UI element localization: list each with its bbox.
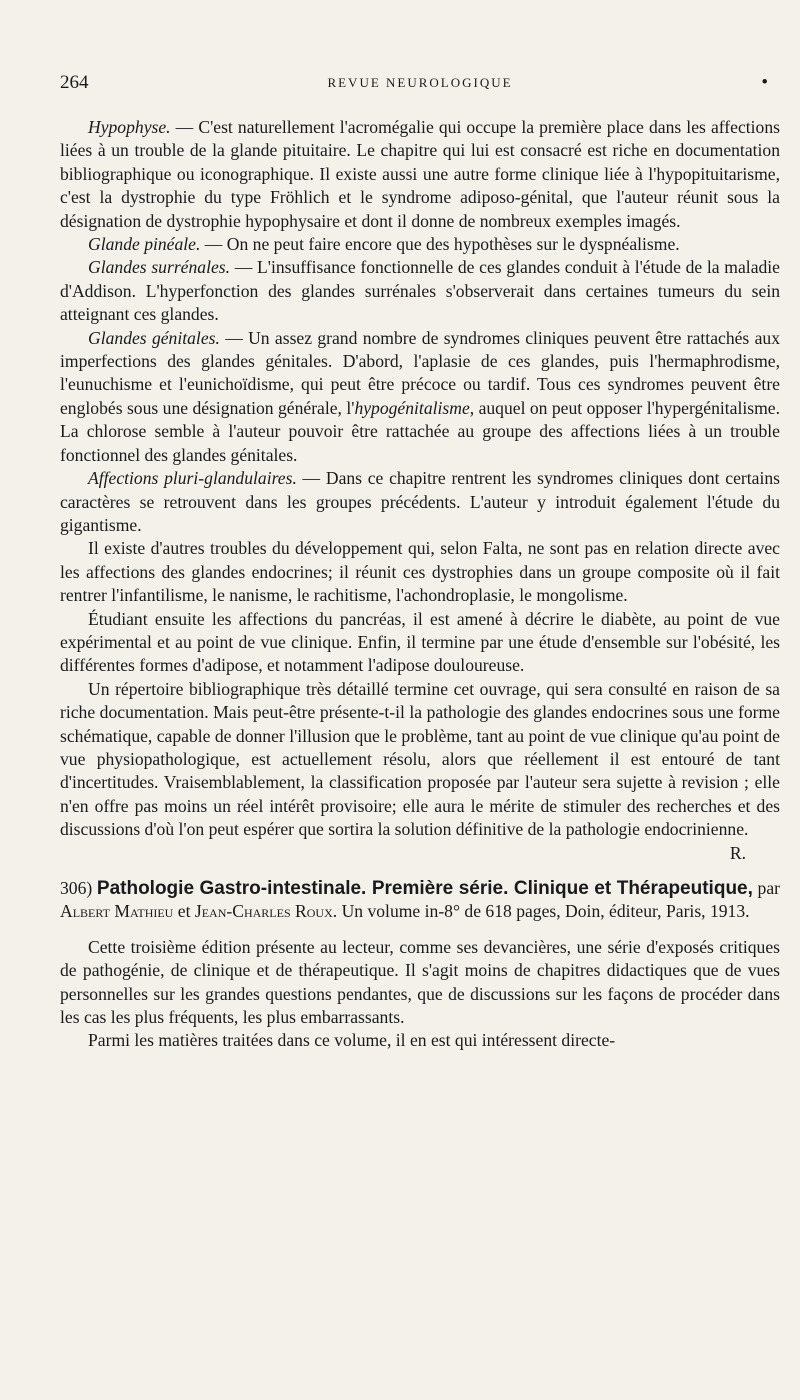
paragraph-text: — On ne peut faire encore que des hypothèses sur le dyspnéalisme. [200,234,680,255]
paragraph-pancreas: Étudiant ensuite les affections du pancréas, il est amené à décrire le diabète, au point de vue expérimental et au point de vue clinique. Enfin, il termine par une étude d'ensemble sur l'obésité, les différentes formes d'adipose, et notamment l'adipose douloureuse. [60,608,780,676]
section-lead: Glandes surrénales. [88,257,231,278]
page-number: 264 [60,72,89,93]
running-title: REVUE NEUROLOGIQUE [327,75,513,90]
paragraph-text: , auquel on peut opposer l'hypergénitalisme. La chlorose semble à l'auteur pouvoir être rattachée au groupe des affections liées à un trouble fonctionnel des glandes génitales. [60,397,780,465]
paragraph-hypophyse [60,116,780,233]
section-lead: Glandes génitales. [88,327,220,348]
paragraph-repertoire: Un répertoire bibliographique très détaillé termine cet ouvrage, qui sera consulté en raison de sa riche documentation. Mais peut-être présente-t-il la pathologie des glandes endocrines sous une forme schématique, capable de donner l'illusion que le problème, tant au point de vue clinique qu'au point de vue physiopathologique, est actuellement résolu, alors que réellement il est entouré de tant d'incertitudes. Vraisemblablement, la classification proposée par l'auteur sera sujette à revision ; elle n'en offre pas moins un réel intérêt provisoire; elle aura le mérite de stimuler des recherches et des discussions d'où l'on peut espérer que sortira la solution définitive de la pathologie endocrinienne. [60,678,780,840]
page [60,72,780,1053]
header-dot: • [761,72,768,93]
paragraph-text: — Un assez grand nombre de syndromes cliniques peuvent être rattachés aux imperfections des glandes génitales. D'abord, l'aplasie de ces glandes, puis l'hermaphrodisme, l'eunuchisme et l'eunichoïdisme, qui peut être précoce ou tardif. Tous ces syndromes peuvent être englobés sous une désignation générale, l' [60,327,780,418]
review-body [60,936,780,1053]
page-header [60,72,780,102]
entry-number: 306) [60,878,93,898]
paragraph-text: — C'est naturellement l'acromégalie qui occupe la première place dans les affections liées à un trouble de la glande pituitaire. Le chapitre qui lui est consacré est riche en documentation bibliographique ou iconographique. Il existe aussi une autre forme clinique liée à l'hypopituitarisme, c'est la dystrophie du type Fröhlich et le syndrome adiposo-génital, que l'auteur réunit sous la désignation de dystrophie hypophysaire et dont il donne de nombreux exemples imagés. [60,117,780,231]
paragraph-pluri-glandulaires [60,467,780,537]
section-lead: Affections pluri-glandulaires. [88,468,297,489]
review-paragraph: Parmi les matières traitées dans ce volume, il en est qui intéressent directe- [88,1030,616,1051]
entry-par: par [752,878,781,898]
entry-et: et [173,901,195,922]
entry-author-2: Jean-Charles Roux [194,901,333,922]
paragraph-text: — L'insuffisance fonctionnelle de ces glandes conduit à l'étude de la maladie d'Addison. L'hyperfonction des glandes surrénales s'observerait dans certaines tumeurs du sein atteignant ces glandes. [60,257,780,325]
section-lead: Hypophyse. [88,117,171,137]
review-paragraph: Cette troisième édition présente au lecteur, comme ses devancières, une série d'exposés critiques de pathogénie, de clinique et de thérapeutique. Il s'agit moins de chapitres didactiques que de vues personnelles sur les grandes questions pendantes, que de discussions sur les façons de procéder dans les cas les plus fréquents, les plus embarrassants. [60,936,780,1028]
entry-author-1: Albert Mathieu [60,901,174,922]
paragraph-glandes-surrenales [60,256,780,326]
paragraph-glandes-genitales [60,327,780,467]
paragraph-troubles-developpement: Il existe d'autres troubles du développement qui, selon Falta, ne sont pas en relation directe avec les affections des glandes endocrines; il réunit ces dystrophies dans un groupe composite où il fait rentrer l'infantilisme, le nanisme, le rachitisme, l'achondroplasie, le mongolisme. [60,538,780,606]
paragraph-glande-pineale [60,233,780,256]
bibliographic-entry [60,877,780,924]
article-body [60,116,780,865]
paragraph-text: — Dans ce chapitre rentrent les syndromes cliniques dont certains caractères se retrouvent dans les groupes précédents. L'auteur y introduit également l'étude du gigantisme. [60,468,780,535]
entry-title: Pathologie Gastro-intestinale. Première série. Clinique et Thérapeutique, [96,878,753,899]
reviewer-signature: R. [729,842,746,863]
section-lead: Glande pinéale. [88,234,201,255]
entry-details: . Un volume in-8° de 618 pages, Doin, éditeur, Paris, 1913. [332,901,750,922]
italic-term: hypogénitalisme [354,397,470,418]
